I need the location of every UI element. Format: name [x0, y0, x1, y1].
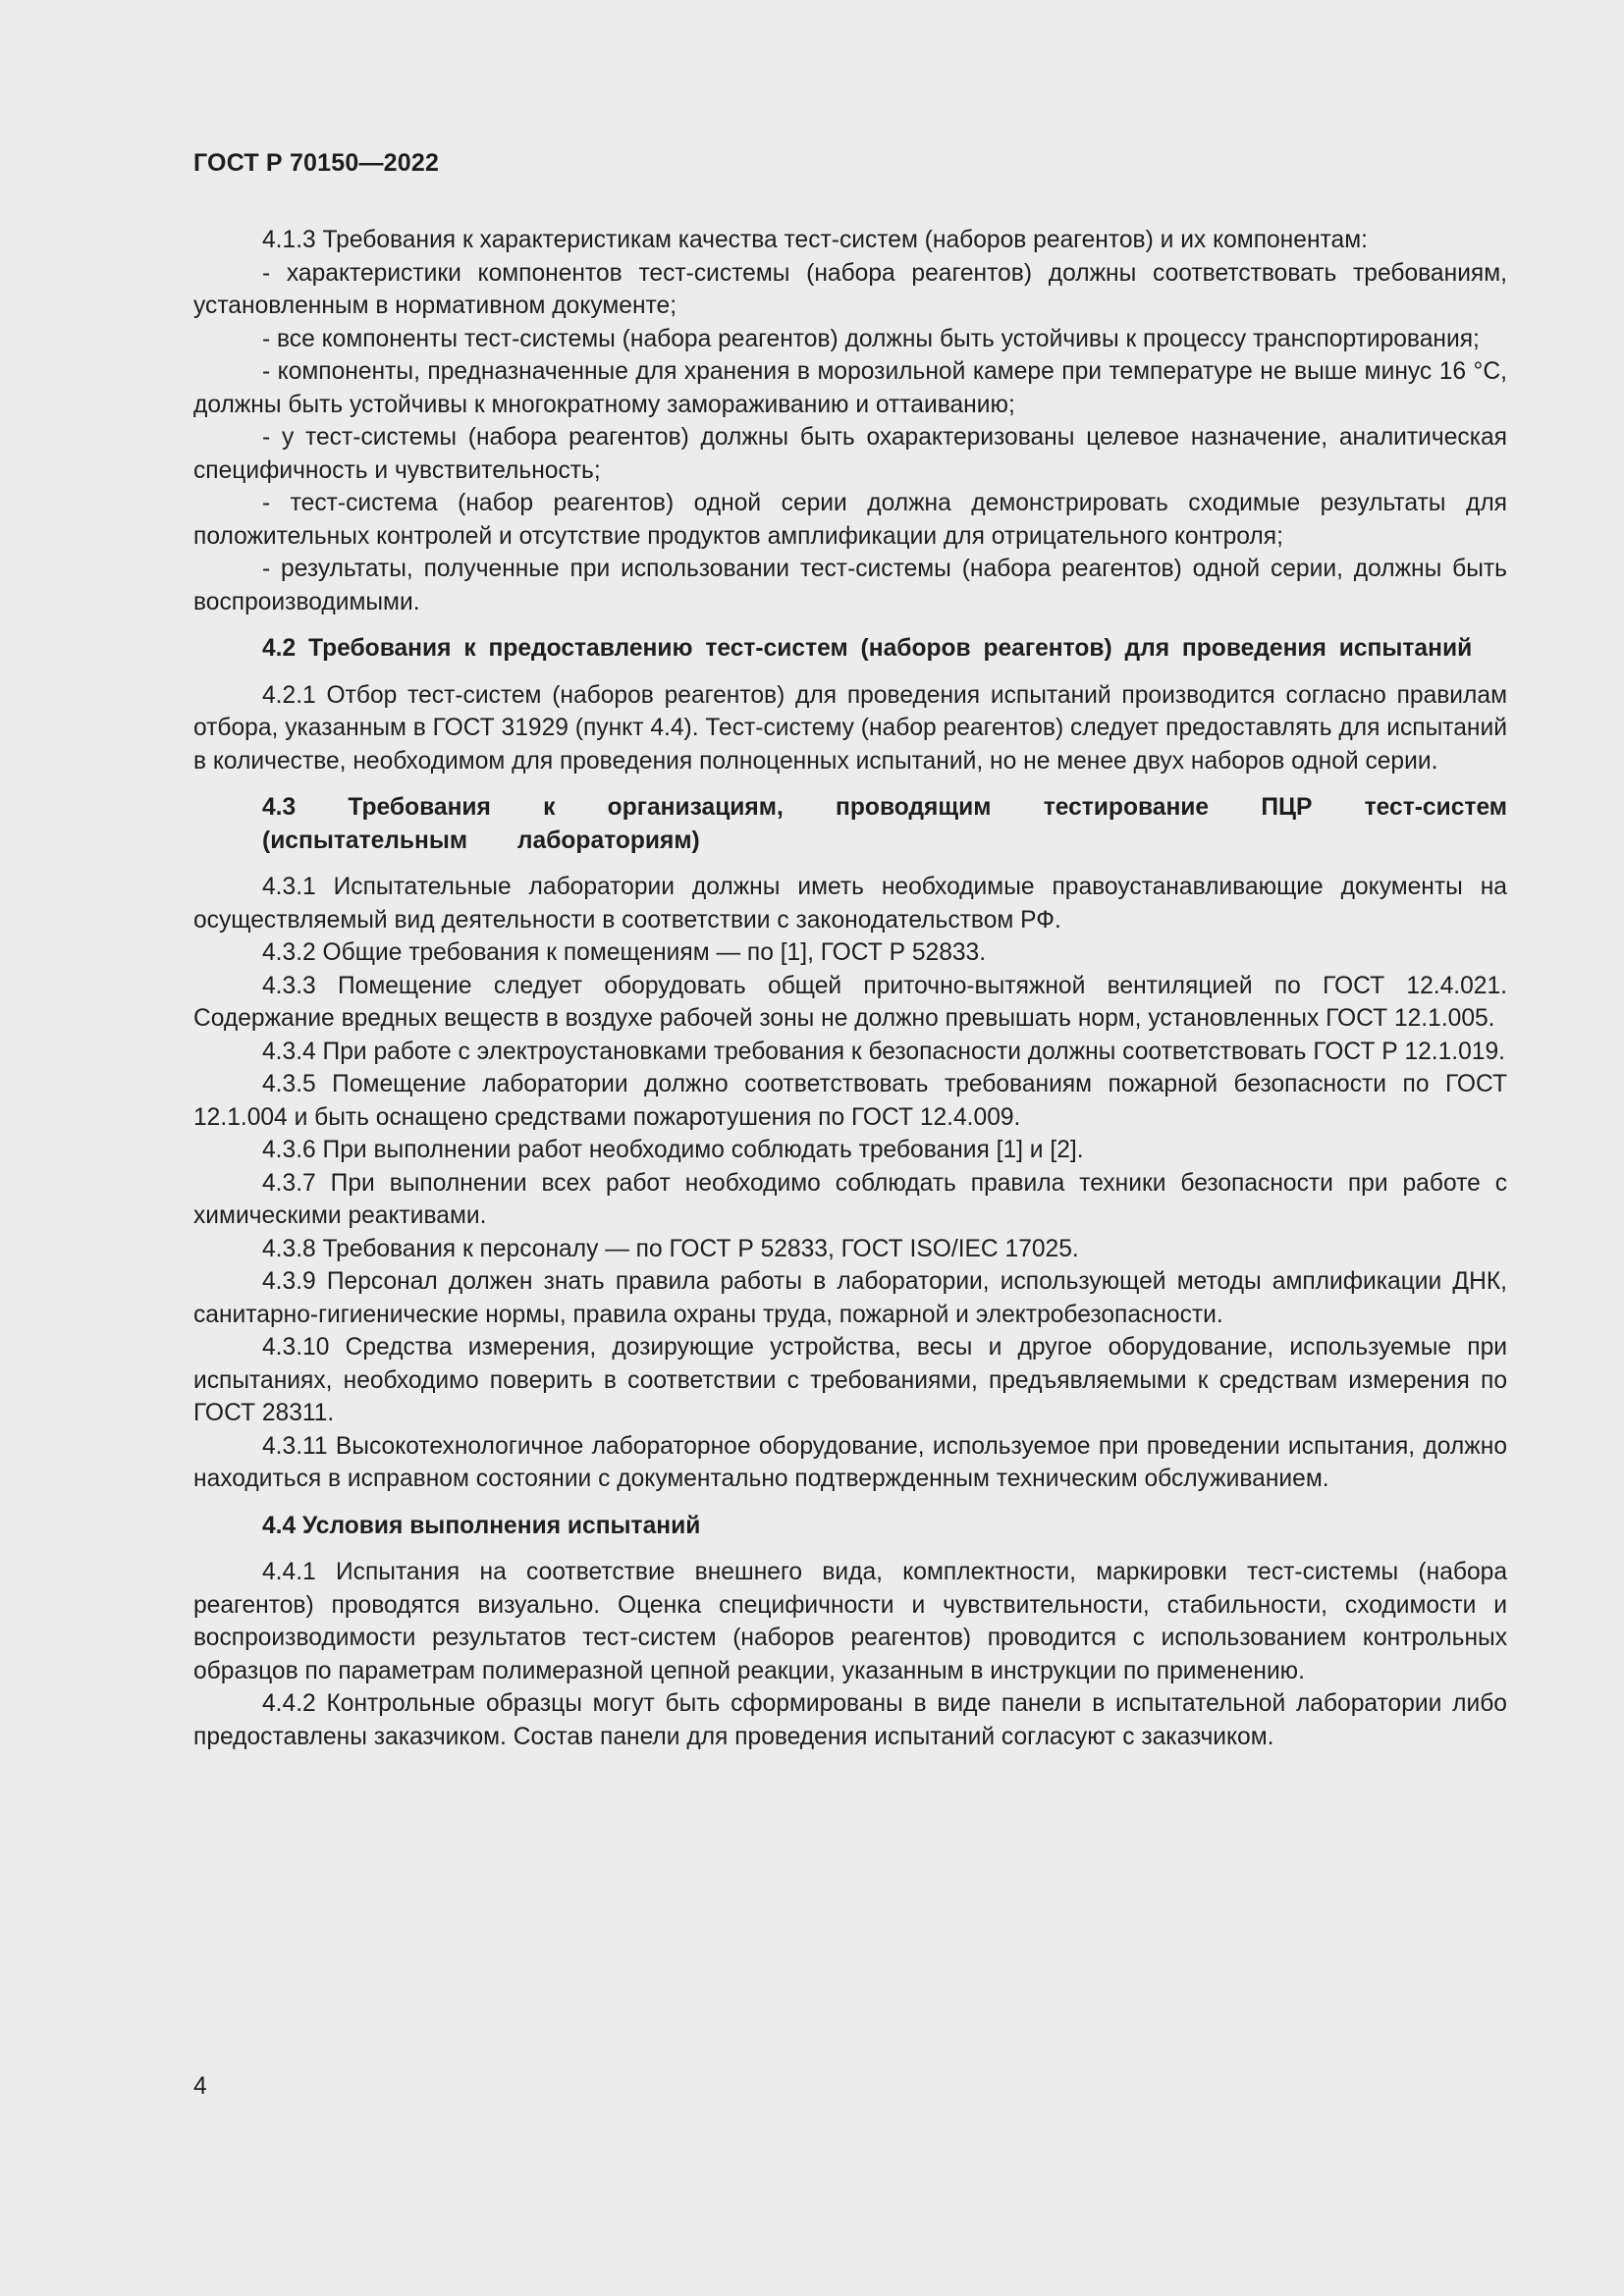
document-body	[193, 224, 1507, 1753]
paragraph: 4.3.9 Персонал должен знать правила работы в лаборатории, использующей методы амплификации ДНК, санитарно-гигиенические нормы, правила охраны труда, пожарной и электробезопасности.	[193, 1268, 1507, 1328]
paragraph: - у тест-системы (набора реагентов) должны быть охарактеризованы целевое назначение, аналитическая специфичность и чувствительность;	[193, 424, 1507, 484]
paragraph: 4.3.8 Требования к персоналу — по ГОСТ Р 52833, ГОСТ ISO/IEC 17025.	[262, 1235, 1079, 1262]
paragraph: 4.3.6 При выполнении работ необходимо соблюдать требования [1] и [2].	[262, 1137, 1084, 1163]
paragraph: 4.1.3 Требования к характеристикам качества тест-систем (наборов реагентов) и их компонентам:	[262, 227, 1368, 253]
paragraph: 4.3.5 Помещение лаборатории должно соответствовать требованиям пожарной безопасности по ГОСТ 12.1.004 и быть оснащено средствами пожаротушения по ГОСТ 12.4.009.	[193, 1071, 1507, 1131]
section-heading: 4.2 Требования к предоставлению тест-систем (наборов реагентов) для проведения испытаний	[262, 635, 1473, 662]
paragraph: - характеристики компонентов тест-системы (набора реагентов) должны соответствовать требованиям, установленным в нормативном документе;	[193, 259, 1507, 319]
paragraph: - все компоненты тест-системы (набора реагентов) должны быть устойчивы к процессу транспортирования;	[262, 325, 1480, 352]
paragraph: 4.3.1 Испытательные лаборатории должны иметь необходимые правоустанавливающие документы на осуществляемый вид деятельности в соответствии с законодательством РФ.	[193, 874, 1507, 934]
paragraph: 4.3.11 Высокотехнологичное лабораторное оборудование, используемое при проведении испытания, должно находиться в исправном состоянии с документально подтвержденным техническим обслуживанием.	[193, 1432, 1507, 1492]
paragraph: 4.4.1 Испытания на соответствие внешнего вида, комплектности, маркировки тест-системы (набора реагентов) проводятся визуально. Оценка специфичности и чувствительности, стабильности, сходимости и воспроизводимости результатов тест-систем (наборов реагентов) проводится с использованием контрольных образцов по параметрам полимеразной цепной реакции, указанным в инструкции по применению.	[193, 1559, 1507, 1684]
paragraph: 4.3.2 Общие требования к помещениям — по [1], ГОСТ Р 52833.	[262, 939, 987, 966]
paragraph: - тест-система (набор реагентов) одной серии должна демонстрировать сходимые результаты для положительных контролей и отсутствие продуктов амплификации для отрицательного контроля;	[193, 490, 1507, 550]
document-header: ГОСТ Р 70150—2022	[193, 149, 440, 177]
paragraph: 4.3.10 Средства измерения, дозирующие устройства, весы и другое оборудование, используемые при испытаниях, необходимо поверить в соответствии с требованиями, предъявляемыми к средствам измерения по ГОСТ 28311.	[193, 1334, 1507, 1426]
paragraph: 4.4.2 Контрольные образцы могут быть сформированы в виде панели в испытательной лаборатории либо предоставлены заказчиком. Состав панели для проведения испытаний согласуют с заказчиком.	[193, 1690, 1507, 1750]
paragraph: 4.2.1 Отбор тест-систем (наборов реагентов) для проведения испытаний производится согласно правилам отбора, указанным в ГОСТ 31929 (пункт 4.4). Тест-систему (набор реагентов) следует предоставлять для испытаний в количестве, необходимом для проведения полноценных испытаний, но не менее двух наборов одной серии.	[193, 681, 1507, 774]
section-heading: 4.3 Требования к организациям, проводящим тестирование ПЦР тест-систем (испытательным лабораториям)	[262, 794, 1507, 854]
paragraph: 4.3.3 Помещение следует оборудовать общей приточно-вытяжной вентиляцией по ГОСТ 12.4.021. Содержание вредных веществ в воздухе рабочей зоны не должно превышать норм, установленных ГОСТ 12.1.005.	[193, 972, 1507, 1032]
paragraph: 4.3.4 При работе с электроустановками требования к безопасности должны соответствовать ГОСТ Р 12.1.019.	[262, 1038, 1505, 1065]
paragraph: 4.3.7 При выполнении всех работ необходимо соблюдать правила техники безопасности при работе с химическими реактивами.	[193, 1169, 1507, 1229]
section-heading: 4.4 Условия выполнения испытаний	[262, 1512, 701, 1539]
paragraph: - результаты, полученные при использовании тест-системы (набора реагентов) одной серии, должны быть воспроизводимыми.	[193, 556, 1507, 615]
page-number: 4	[193, 2073, 207, 2100]
paragraph: - компоненты, предназначенные для хранения в морозильной камере при температуре не выше минус 16 °С, должны быть устойчивы к многократному замораживанию и оттаиванию;	[193, 358, 1507, 418]
